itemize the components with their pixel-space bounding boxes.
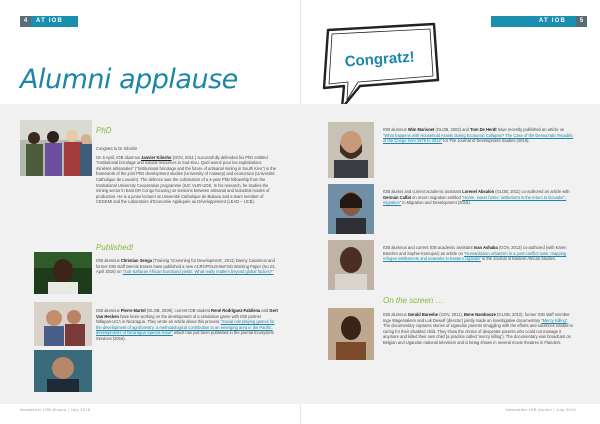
right-item-1-intro: IOB alumnus	[383, 127, 408, 132]
published-item-2-name-2: René Rodríguez-Fabilena	[211, 308, 261, 313]
right-photo-1	[328, 122, 374, 178]
published-item-1-intro: IOB alumnus	[96, 258, 121, 263]
section-label-left: AT IOB	[36, 18, 64, 24]
right-photo-3	[328, 240, 374, 290]
right-item-4-name-1: Gerald Bareebe	[407, 312, 439, 317]
right-item-1-name-1: Wim Marivoet	[407, 127, 435, 132]
published-item-2-link[interactable]: “Social role playing games for the development of agroforestry: a methodological contribution to an emerging area in the Pacific: developments of Nicaragua Special Issue”	[96, 319, 275, 336]
published-item-2-name-1: Pierre Martel	[120, 308, 146, 313]
phd-text-intro: On 5 April, IOB alumnus	[96, 154, 142, 160]
right-item-4-intro: IOB alumnus	[383, 312, 408, 317]
right-item-1-link[interactable]: “What happens with Household Assets during Economic Collapse? The Case of the Democratic Republic of the Congo from 1975 to 2012”	[383, 132, 574, 144]
published-item-2-mid-3: have been working on the development of a simulation game with IOB partner Nitlapan-UCA in Nicaragua. They wrote an article about this process	[96, 313, 262, 325]
section-tab-left	[20, 16, 78, 27]
phd-text	[96, 146, 276, 205]
right-item-2-link[interactable]: “Home, sweet home: settlement in the return to Ecuador”, migration”	[383, 194, 567, 206]
right-item-4-name-2: Bene Nambooze	[464, 312, 496, 317]
published-photo-2	[34, 302, 92, 346]
right-item-1-end: for The Journal of Development Studies (2016).	[442, 138, 530, 144]
right-item-3	[383, 245, 575, 262]
right-item-3-intro: IOB alumnus and current IOB academic assistant	[383, 245, 474, 250]
section-label-right: AT IOB	[538, 18, 566, 24]
right-item-4-link[interactable]: “Mercy Killing”	[541, 317, 568, 323]
phd-alumnus-link[interactable]: Janvier Kilosho	[141, 154, 172, 160]
right-photo-2	[328, 184, 374, 234]
published-item-1-link[interactable]: “Sub-Saharan African Eurobond yields: What really matters beyond global factors?”	[122, 269, 274, 275]
right-item-2-name-2: Germán Calfat	[383, 194, 411, 200]
right-item-2-name-1: Lorenel Absalon	[462, 189, 495, 194]
footer-right: Newsletter IOB Alumni | July 2016	[505, 407, 576, 412]
published-item-2-name-3: Gert Van Hecken	[96, 308, 278, 319]
published-item-1-rest: (Training ‘Governing for Development’, 2011) Danny Cassimon and former IOB staff Dennis Essers have published a new ACROPOLIS-BeFinD Working Paper (No 23, April 2016) on	[96, 258, 276, 275]
bubble-text: Congratz!	[344, 48, 416, 71]
page-title: Alumni applause	[20, 64, 238, 95]
right-item-4	[383, 312, 575, 346]
right-item-1-mid-2: have recently published an article on	[496, 127, 565, 132]
right-item-1-name-2: Tom De Herdt	[470, 127, 497, 132]
published-item-2	[96, 308, 278, 342]
on-screen-heading: On the screen …	[383, 296, 444, 305]
page-number-left: 4	[20, 16, 31, 27]
footer-left: Newsletter IOB Alumni | July 2016	[20, 407, 91, 412]
right-item-4-mid: (GOV, 2011),	[438, 312, 465, 317]
right-item-3-end: in the Journal of Eastern African Studies.	[480, 256, 556, 262]
published-item-2-end: which has just been published in the journal Ecosystem Services (2016).	[96, 330, 275, 341]
published-item-1-name: Christian Senga	[120, 258, 152, 263]
phd-heading: PhD	[96, 126, 112, 135]
right-item-2-mid-2: on return migration entitled	[410, 194, 462, 200]
page-number-right: 5	[576, 16, 587, 27]
phd-photo	[20, 120, 92, 176]
right-item-1	[383, 127, 575, 144]
right-item-4-mid-2: (GLOB, 2010), former IOB staff member Inge Wagemakers and Luk Dewulf (director) jointly made an investigative documentary	[383, 312, 570, 323]
right-item-3-link[interactable]: “Humanitarian urbanism in a post-conflict town: mapping refugee settlements and networks in Eastern Uganda”	[383, 250, 567, 262]
published-photo-1	[34, 252, 92, 294]
published-heading: Published!	[96, 243, 134, 252]
right-item-3-mid: (GOV, 2013) co-authored (with Karen Büscher and Sophie Komujuni) an article on	[383, 245, 567, 256]
right-item-2-intro: IOB alumni and current academic assistant	[383, 189, 463, 194]
published-item-2-mid-2: and	[260, 308, 270, 313]
right-item-2	[383, 189, 575, 206]
right-item-3-name: Ivan Ashaba	[473, 245, 498, 250]
published-item-1	[96, 258, 278, 275]
section-tab-right	[491, 16, 584, 27]
phd-greeting: Congrats to Dr Kiloshi!	[96, 146, 137, 151]
right-item-4-end: . The documentary captures stories of Ugandan parents struggling with the efforts and sacrifices related to caring for their disabled child. They show the choice of desperate parents who could not manage it anymore and killed their own child (a practice called ‘mercy killing’). The documentary was broadcast on Belgian and Ugandan national television and is being shown in several movie theatres in Flanders.	[383, 317, 573, 345]
published-photo-3	[34, 350, 92, 392]
right-item-2-mid: (GLOB, 2011) co-authored an article with	[494, 189, 570, 194]
right-item-2-end: in Migration and Development (2016).	[401, 200, 471, 206]
right-item-1-mid: (GLOB, 2003) and	[434, 127, 471, 132]
right-photo-4	[328, 308, 374, 360]
speech-bubble-icon	[318, 22, 442, 114]
published-item-2-intro: IOB alumnus	[96, 308, 121, 313]
published-item-2-mid-1: (GLOB, 2009), current IOB student	[145, 308, 212, 313]
phd-text-rest: (GOV, 2011 ) successfully defended his PhD entitled “Institutional bricolage and natural resources in Sud-Kivu. Quel avenir pour les exploitations minières artisanales” (“Institutional bricolage and the future of artisanal mining in South Kivu”) in the framework of the joint PhD development studies (University of Antwerp) and economics (Université Catholique de Louvain). The defence was the culmination of a 4-year PhD fellowship from the Institutional University Cooperation programme (IUC VLIR-UOS. In his research, he studies the mining sector in East DR Congo focusing on tensions between artisanal and industrial modes of production. He is a junior lecturer at Université Catholique de Bukavu and a team member of CEGEMI and the Laboratoire d’Economie Appliquée au Développement (LEAD – UCB).	[96, 154, 276, 205]
